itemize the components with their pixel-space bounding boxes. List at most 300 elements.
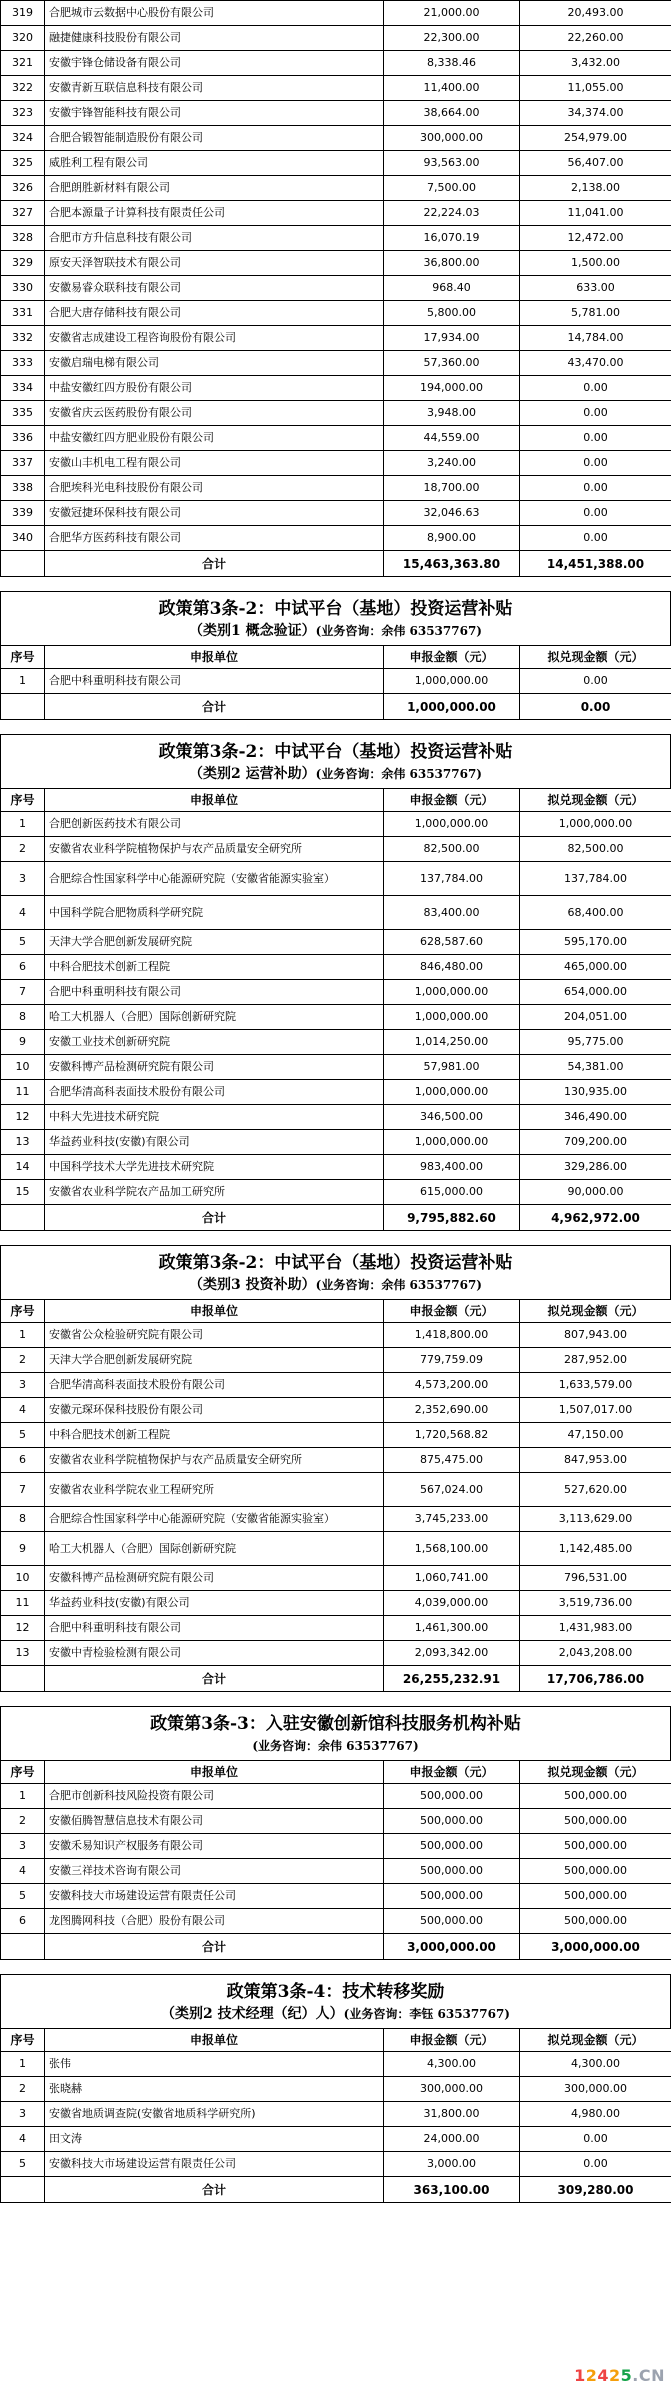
row-award-amount: 1,000,000.00 bbox=[520, 812, 671, 837]
row-apply-amount: 500,000.00 bbox=[384, 1834, 520, 1859]
row-award-amount: 0.00 bbox=[520, 376, 671, 401]
row-no: 15 bbox=[1, 1180, 45, 1205]
table-row bbox=[1, 1448, 671, 1473]
row-unit: 华益药业科技(安徽)有限公司 bbox=[45, 1130, 384, 1155]
row-no: 328 bbox=[1, 226, 45, 251]
row-apply-amount: 18,700.00 bbox=[384, 476, 520, 501]
row-unit: 安徽科技大市场建设运营有限责任公司 bbox=[45, 1884, 384, 1909]
row-no: 7 bbox=[1, 1473, 45, 1507]
row-apply-amount: 567,024.00 bbox=[384, 1473, 520, 1507]
row-award-amount: 204,051.00 bbox=[520, 1005, 671, 1030]
row-award-amount: 0.00 bbox=[520, 476, 671, 501]
section3-title: 政策第3条-2：中试平台（基地）投资运营补贴 bbox=[158, 1253, 513, 1273]
row-unit: 安徽中青检验检测有限公司 bbox=[45, 1641, 384, 1666]
section2-subtitle: （类别2 运营补助） bbox=[189, 766, 316, 782]
table-row bbox=[1, 251, 671, 276]
row-unit: 合肥市方升信息科技有限公司 bbox=[45, 226, 384, 251]
row-award-amount: 5,781.00 bbox=[520, 301, 671, 326]
row-unit: 合肥中科重明科技有限公司 bbox=[45, 1616, 384, 1641]
section5-title: 政策第3条-4：技术转移奖励 bbox=[226, 1982, 445, 2002]
table-row bbox=[1, 1909, 671, 1934]
row-award-amount: 2,043,208.00 bbox=[520, 1641, 671, 1666]
section3-subtitle: （类别3 投资补助） bbox=[189, 1277, 316, 1293]
total-row bbox=[1, 551, 671, 577]
table-row bbox=[1, 896, 671, 930]
row-no: 320 bbox=[1, 26, 45, 51]
row-award-amount: 500,000.00 bbox=[520, 1909, 671, 1934]
header-no: 序号 bbox=[1, 1761, 45, 1784]
table-row bbox=[1, 51, 671, 76]
row-unit: 融捷健康科技股份有限公司 bbox=[45, 26, 384, 51]
table-row bbox=[1, 1884, 671, 1909]
header-unit: 申报单位 bbox=[45, 1761, 384, 1784]
row-unit: 安徽冠捷环保科技有限公司 bbox=[45, 501, 384, 526]
table-row bbox=[1, 1130, 671, 1155]
row-award-amount: 0.00 bbox=[520, 501, 671, 526]
header-apply: 申报金额（元） bbox=[384, 1300, 520, 1323]
row-unit: 中国科学院合肥物质科学研究院 bbox=[45, 896, 384, 930]
row-unit: 合肥华方医药科技有限公司 bbox=[45, 526, 384, 551]
row-apply-amount: 1,060,741.00 bbox=[384, 1566, 520, 1591]
header-apply: 申报金额（元） bbox=[384, 789, 520, 812]
table-row bbox=[1, 201, 671, 226]
row-apply-amount: 4,039,000.00 bbox=[384, 1591, 520, 1616]
row-unit: 原安天泽智联技术有限公司 bbox=[45, 251, 384, 276]
row-unit: 安徽省地质调查院(安徽省地质科学研究所) bbox=[45, 2102, 384, 2127]
table-row bbox=[1, 1641, 671, 1666]
row-unit: 华益药业科技(安徽)有限公司 bbox=[45, 1591, 384, 1616]
row-unit: 中科合肥技术创新工程院 bbox=[45, 955, 384, 980]
table-row bbox=[1, 669, 671, 694]
row-unit: 安徽省农业科学院植物保护与农产品质量安全研究所 bbox=[45, 837, 384, 862]
total-blank bbox=[1, 694, 45, 720]
row-no: 327 bbox=[1, 201, 45, 226]
row-apply-amount: 1,720,568.82 bbox=[384, 1423, 520, 1448]
table-section2 bbox=[0, 788, 671, 1231]
total-award-amount: 14,451,388.00 bbox=[520, 551, 671, 577]
table-row bbox=[1, 1423, 671, 1448]
table-row bbox=[1, 1180, 671, 1205]
total-row bbox=[1, 1205, 671, 1231]
table-row bbox=[1, 476, 671, 501]
row-award-amount: 300,000.00 bbox=[520, 2077, 671, 2102]
row-apply-amount: 628,587.60 bbox=[384, 930, 520, 955]
row-apply-amount: 500,000.00 bbox=[384, 1909, 520, 1934]
row-unit: 安徽省农业科学院植物保护与农产品质量安全研究所 bbox=[45, 1448, 384, 1473]
row-apply-amount: 3,000.00 bbox=[384, 2152, 520, 2177]
row-unit: 田文涛 bbox=[45, 2127, 384, 2152]
section1-title: 政策第3条-2：中试平台（基地）投资运营补贴 bbox=[158, 599, 513, 619]
section4-consult: (业务咨询：余伟 63537767) bbox=[252, 1739, 419, 1753]
total-row bbox=[1, 1934, 671, 1960]
row-no: 11 bbox=[1, 1080, 45, 1105]
row-no: 9 bbox=[1, 1030, 45, 1055]
row-no: 4 bbox=[1, 2127, 45, 2152]
total-apply-amount: 9,795,882.60 bbox=[384, 1205, 520, 1231]
table-row bbox=[1, 2052, 671, 2077]
row-unit: 合肥华清高科表面技术股份有限公司 bbox=[45, 1080, 384, 1105]
row-award-amount: 11,041.00 bbox=[520, 201, 671, 226]
row-apply-amount: 1,014,250.00 bbox=[384, 1030, 520, 1055]
row-apply-amount: 1,000,000.00 bbox=[384, 980, 520, 1005]
row-apply-amount: 500,000.00 bbox=[384, 1859, 520, 1884]
row-apply-amount: 846,480.00 bbox=[384, 955, 520, 980]
header-apply: 申报金额（元） bbox=[384, 1761, 520, 1784]
row-apply-amount: 500,000.00 bbox=[384, 1784, 520, 1809]
total-label: 合计 bbox=[45, 1934, 384, 1960]
row-apply-amount: 1,418,800.00 bbox=[384, 1323, 520, 1348]
table-row bbox=[1, 1566, 671, 1591]
row-award-amount: 329,286.00 bbox=[520, 1155, 671, 1180]
row-award-amount: 3,113,629.00 bbox=[520, 1507, 671, 1532]
table-row bbox=[1, 226, 671, 251]
total-row bbox=[1, 2177, 671, 2203]
row-award-amount: 54,381.00 bbox=[520, 1055, 671, 1080]
row-no: 13 bbox=[1, 1130, 45, 1155]
row-award-amount: 500,000.00 bbox=[520, 1834, 671, 1859]
header-award: 拟兑现金额（元） bbox=[520, 789, 671, 812]
table-row bbox=[1, 176, 671, 201]
row-unit: 合肥创新医药技术有限公司 bbox=[45, 812, 384, 837]
row-apply-amount: 16,070.19 bbox=[384, 226, 520, 251]
row-award-amount: 82,500.00 bbox=[520, 837, 671, 862]
table-row bbox=[1, 1616, 671, 1641]
row-award-amount: 796,531.00 bbox=[520, 1566, 671, 1591]
table-section0 bbox=[0, 0, 671, 577]
row-apply-amount: 7,500.00 bbox=[384, 176, 520, 201]
row-no: 11 bbox=[1, 1591, 45, 1616]
section4-title-block bbox=[0, 1706, 671, 1760]
row-apply-amount: 44,559.00 bbox=[384, 426, 520, 451]
row-apply-amount: 93,563.00 bbox=[384, 151, 520, 176]
row-unit: 安徽禾易知识产权服务有限公司 bbox=[45, 1834, 384, 1859]
table-row bbox=[1, 76, 671, 101]
row-unit: 安徽科博产品检测研究院有限公司 bbox=[45, 1566, 384, 1591]
row-award-amount: 14,784.00 bbox=[520, 326, 671, 351]
total-label: 合计 bbox=[45, 1666, 384, 1692]
table-row bbox=[1, 1030, 671, 1055]
row-apply-amount: 36,800.00 bbox=[384, 251, 520, 276]
header-no: 序号 bbox=[1, 2029, 45, 2052]
row-award-amount: 0.00 bbox=[520, 426, 671, 451]
row-no: 3 bbox=[1, 2102, 45, 2127]
section1-consult: (业务咨询：余伟 63537767) bbox=[315, 624, 482, 638]
table-row bbox=[1, 1473, 671, 1507]
table-row bbox=[1, 862, 671, 896]
row-no: 2 bbox=[1, 1809, 45, 1834]
total-apply-amount: 3,000,000.00 bbox=[384, 1934, 520, 1960]
row-no: 12 bbox=[1, 1105, 45, 1130]
row-no: 331 bbox=[1, 301, 45, 326]
row-no: 10 bbox=[1, 1055, 45, 1080]
row-no: 4 bbox=[1, 1398, 45, 1423]
row-apply-amount: 137,784.00 bbox=[384, 862, 520, 896]
row-apply-amount: 8,900.00 bbox=[384, 526, 520, 551]
row-apply-amount: 1,461,300.00 bbox=[384, 1616, 520, 1641]
row-award-amount: 0.00 bbox=[520, 401, 671, 426]
row-no: 9 bbox=[1, 1532, 45, 1566]
row-no: 8 bbox=[1, 1005, 45, 1030]
row-no: 4 bbox=[1, 1859, 45, 1884]
row-no: 5 bbox=[1, 2152, 45, 2177]
header-apply: 申报金额（元） bbox=[384, 646, 520, 669]
row-no: 2 bbox=[1, 2077, 45, 2102]
row-no: 12 bbox=[1, 1616, 45, 1641]
row-no: 6 bbox=[1, 955, 45, 980]
row-award-amount: 1,142,485.00 bbox=[520, 1532, 671, 1566]
table-row bbox=[1, 955, 671, 980]
section3-consult: (业务咨询：余伟 63537767) bbox=[315, 1278, 482, 1292]
row-unit: 安徽省农业科学院农产品加工研究所 bbox=[45, 1180, 384, 1205]
row-apply-amount: 1,000,000.00 bbox=[384, 669, 520, 694]
row-award-amount: 130,935.00 bbox=[520, 1080, 671, 1105]
header-unit: 申报单位 bbox=[45, 646, 384, 669]
row-apply-amount: 875,475.00 bbox=[384, 1448, 520, 1473]
row-unit: 安徽省公众检验研究院有限公司 bbox=[45, 1323, 384, 1348]
row-award-amount: 1,633,579.00 bbox=[520, 1373, 671, 1398]
row-award-amount: 500,000.00 bbox=[520, 1784, 671, 1809]
table-section3 bbox=[0, 1299, 671, 1692]
row-apply-amount: 1,000,000.00 bbox=[384, 812, 520, 837]
total-label: 合计 bbox=[45, 2177, 384, 2203]
total-apply-amount: 26,255,232.91 bbox=[384, 1666, 520, 1692]
table-row bbox=[1, 1055, 671, 1080]
row-no: 333 bbox=[1, 351, 45, 376]
row-award-amount: 1,431,983.00 bbox=[520, 1616, 671, 1641]
row-award-amount: 1,507,017.00 bbox=[520, 1398, 671, 1423]
row-unit: 安徽宇锋智能科技有限公司 bbox=[45, 101, 384, 126]
table-row bbox=[1, 451, 671, 476]
row-no: 321 bbox=[1, 51, 45, 76]
row-unit: 合肥中科重明科技有限公司 bbox=[45, 669, 384, 694]
row-award-amount: 709,200.00 bbox=[520, 1130, 671, 1155]
header-award: 拟兑现金额（元） bbox=[520, 2029, 671, 2052]
table-row bbox=[1, 812, 671, 837]
total-award-amount: 4,962,972.00 bbox=[520, 1205, 671, 1231]
row-award-amount: 595,170.00 bbox=[520, 930, 671, 955]
table-row bbox=[1, 837, 671, 862]
row-apply-amount: 4,573,200.00 bbox=[384, 1373, 520, 1398]
row-award-amount: 0.00 bbox=[520, 451, 671, 476]
row-apply-amount: 983,400.00 bbox=[384, 1155, 520, 1180]
table-row bbox=[1, 1323, 671, 1348]
row-no: 1 bbox=[1, 1784, 45, 1809]
row-apply-amount: 83,400.00 bbox=[384, 896, 520, 930]
row-no: 336 bbox=[1, 426, 45, 451]
row-apply-amount: 11,400.00 bbox=[384, 76, 520, 101]
table-row bbox=[1, 326, 671, 351]
total-blank bbox=[1, 551, 45, 577]
table-row bbox=[1, 1532, 671, 1566]
row-unit: 哈工大机器人（合肥）国际创新研究院 bbox=[45, 1005, 384, 1030]
header-no: 序号 bbox=[1, 1300, 45, 1323]
row-unit: 安徽工业技术创新研究院 bbox=[45, 1030, 384, 1055]
row-unit: 安徽省农业科学院农业工程研究所 bbox=[45, 1473, 384, 1507]
table-row bbox=[1, 126, 671, 151]
row-no: 330 bbox=[1, 276, 45, 301]
header-unit: 申报单位 bbox=[45, 789, 384, 812]
row-unit: 安徽佰腾智慧信息技术有限公司 bbox=[45, 1809, 384, 1834]
row-apply-amount: 32,046.63 bbox=[384, 501, 520, 526]
row-award-amount: 4,980.00 bbox=[520, 2102, 671, 2127]
row-apply-amount: 500,000.00 bbox=[384, 1809, 520, 1834]
table-row bbox=[1, 1, 671, 26]
header-award: 拟兑现金额（元） bbox=[520, 646, 671, 669]
row-no: 8 bbox=[1, 1507, 45, 1532]
row-apply-amount: 1,000,000.00 bbox=[384, 1130, 520, 1155]
header-unit: 申报单位 bbox=[45, 2029, 384, 2052]
section2-consult: (业务咨询：余伟 63537767) bbox=[315, 767, 482, 781]
total-blank bbox=[1, 1666, 45, 1692]
row-award-amount: 137,784.00 bbox=[520, 862, 671, 896]
row-award-amount: 287,952.00 bbox=[520, 1348, 671, 1373]
row-award-amount: 95,775.00 bbox=[520, 1030, 671, 1055]
section5-consult: (业务咨询：李钰 63537767) bbox=[343, 2007, 510, 2021]
row-unit: 合肥市创新科技风险投资有限公司 bbox=[45, 1784, 384, 1809]
row-unit: 天津大学合肥创新发展研究院 bbox=[45, 1348, 384, 1373]
row-unit: 哈工大机器人（合肥）国际创新研究院 bbox=[45, 1532, 384, 1566]
table-row bbox=[1, 1784, 671, 1809]
table-row bbox=[1, 1834, 671, 1859]
row-apply-amount: 4,300.00 bbox=[384, 2052, 520, 2077]
table-row bbox=[1, 526, 671, 551]
row-award-amount: 43,470.00 bbox=[520, 351, 671, 376]
row-unit: 安徽启瑞电梯有限公司 bbox=[45, 351, 384, 376]
row-unit: 威胜利工程有限公司 bbox=[45, 151, 384, 176]
row-unit: 安徽省志成建设工程咨询股份有限公司 bbox=[45, 326, 384, 351]
row-award-amount: 0.00 bbox=[520, 2127, 671, 2152]
row-no: 10 bbox=[1, 1566, 45, 1591]
row-unit: 合肥华清高科表面技术股份有限公司 bbox=[45, 1373, 384, 1398]
row-award-amount: 465,000.00 bbox=[520, 955, 671, 980]
section5-title-block bbox=[0, 1974, 671, 2028]
table-row bbox=[1, 426, 671, 451]
row-unit: 安徽山丰机电工程有限公司 bbox=[45, 451, 384, 476]
header-no: 序号 bbox=[1, 789, 45, 812]
table-row bbox=[1, 1105, 671, 1130]
table-section1 bbox=[0, 645, 671, 720]
total-row bbox=[1, 694, 671, 720]
row-no: 5 bbox=[1, 1423, 45, 1448]
header-unit: 申报单位 bbox=[45, 1300, 384, 1323]
section1-title-block bbox=[0, 591, 671, 645]
table-row bbox=[1, 2152, 671, 2177]
row-apply-amount: 8,338.46 bbox=[384, 51, 520, 76]
row-award-amount: 22,260.00 bbox=[520, 26, 671, 51]
row-no: 332 bbox=[1, 326, 45, 351]
total-label: 合计 bbox=[45, 1205, 384, 1231]
row-no: 337 bbox=[1, 451, 45, 476]
row-award-amount: 847,953.00 bbox=[520, 1448, 671, 1473]
total-apply-amount: 15,463,363.80 bbox=[384, 551, 520, 577]
table-row bbox=[1, 276, 671, 301]
section1-subtitle: （类别1 概念验证） bbox=[189, 623, 316, 639]
table-row bbox=[1, 1348, 671, 1373]
table-row bbox=[1, 1507, 671, 1532]
row-unit: 中盐安徽红四方肥业股份有限公司 bbox=[45, 426, 384, 451]
total-blank bbox=[1, 1205, 45, 1231]
row-apply-amount: 2,093,342.00 bbox=[384, 1641, 520, 1666]
table-row bbox=[1, 2127, 671, 2152]
row-no: 1 bbox=[1, 1323, 45, 1348]
row-unit: 合肥埃科光电科技股份有限公司 bbox=[45, 476, 384, 501]
row-award-amount: 47,150.00 bbox=[520, 1423, 671, 1448]
row-unit: 合肥朗胜新材料有限公司 bbox=[45, 176, 384, 201]
row-no: 6 bbox=[1, 1909, 45, 1934]
table-row bbox=[1, 376, 671, 401]
row-apply-amount: 57,981.00 bbox=[384, 1055, 520, 1080]
table-section4 bbox=[0, 1760, 671, 1960]
total-label: 合计 bbox=[45, 551, 384, 577]
row-no: 13 bbox=[1, 1641, 45, 1666]
row-apply-amount: 1,000,000.00 bbox=[384, 1080, 520, 1105]
row-unit: 天津大学合肥创新发展研究院 bbox=[45, 930, 384, 955]
row-unit: 合肥合锻智能制造股份有限公司 bbox=[45, 126, 384, 151]
row-unit: 中科合肥技术创新工程院 bbox=[45, 1423, 384, 1448]
row-award-amount: 0.00 bbox=[520, 2152, 671, 2177]
row-award-amount: 633.00 bbox=[520, 276, 671, 301]
row-no: 340 bbox=[1, 526, 45, 551]
row-no: 329 bbox=[1, 251, 45, 276]
total-blank bbox=[1, 1934, 45, 1960]
row-apply-amount: 615,000.00 bbox=[384, 1180, 520, 1205]
row-no: 2 bbox=[1, 1348, 45, 1373]
section2-title: 政策第3条-2：中试平台（基地）投资运营补贴 bbox=[158, 742, 513, 762]
row-unit: 合肥城市云数据中心股份有限公司 bbox=[45, 1, 384, 26]
row-no: 339 bbox=[1, 501, 45, 526]
row-apply-amount: 500,000.00 bbox=[384, 1884, 520, 1909]
row-unit: 张伟 bbox=[45, 2052, 384, 2077]
total-blank bbox=[1, 2177, 45, 2203]
total-row bbox=[1, 1666, 671, 1692]
row-unit: 张晓赫 bbox=[45, 2077, 384, 2102]
row-no: 5 bbox=[1, 930, 45, 955]
row-no: 1 bbox=[1, 2052, 45, 2077]
total-award-amount: 17,706,786.00 bbox=[520, 1666, 671, 1692]
row-apply-amount: 3,240.00 bbox=[384, 451, 520, 476]
row-award-amount: 12,472.00 bbox=[520, 226, 671, 251]
row-apply-amount: 1,000,000.00 bbox=[384, 1005, 520, 1030]
row-no: 7 bbox=[1, 980, 45, 1005]
row-award-amount: 3,519,736.00 bbox=[520, 1591, 671, 1616]
table-row bbox=[1, 1591, 671, 1616]
row-unit: 安徽三祥技术咨询有限公司 bbox=[45, 1859, 384, 1884]
row-award-amount: 500,000.00 bbox=[520, 1859, 671, 1884]
row-no: 335 bbox=[1, 401, 45, 426]
row-unit: 中盐安徽红四方股份有限公司 bbox=[45, 376, 384, 401]
row-unit: 合肥大唐存储科技有限公司 bbox=[45, 301, 384, 326]
table-section5 bbox=[0, 2028, 671, 2203]
table-row bbox=[1, 501, 671, 526]
row-no: 326 bbox=[1, 176, 45, 201]
row-unit: 中科大先进技术研究院 bbox=[45, 1105, 384, 1130]
row-apply-amount: 22,224.03 bbox=[384, 201, 520, 226]
row-apply-amount: 22,300.00 bbox=[384, 26, 520, 51]
table-row bbox=[1, 301, 671, 326]
row-award-amount: 11,055.00 bbox=[520, 76, 671, 101]
row-unit: 安徽宇锋仓储设备有限公司 bbox=[45, 51, 384, 76]
row-award-amount: 90,000.00 bbox=[520, 1180, 671, 1205]
row-apply-amount: 57,360.00 bbox=[384, 351, 520, 376]
row-no: 1 bbox=[1, 669, 45, 694]
total-apply-amount: 363,100.00 bbox=[384, 2177, 520, 2203]
row-no: 323 bbox=[1, 101, 45, 126]
table-row bbox=[1, 2102, 671, 2127]
row-award-amount: 20,493.00 bbox=[520, 1, 671, 26]
row-unit: 安徽元琛环保科技股份有限公司 bbox=[45, 1398, 384, 1423]
row-apply-amount: 300,000.00 bbox=[384, 2077, 520, 2102]
row-award-amount: 34,374.00 bbox=[520, 101, 671, 126]
